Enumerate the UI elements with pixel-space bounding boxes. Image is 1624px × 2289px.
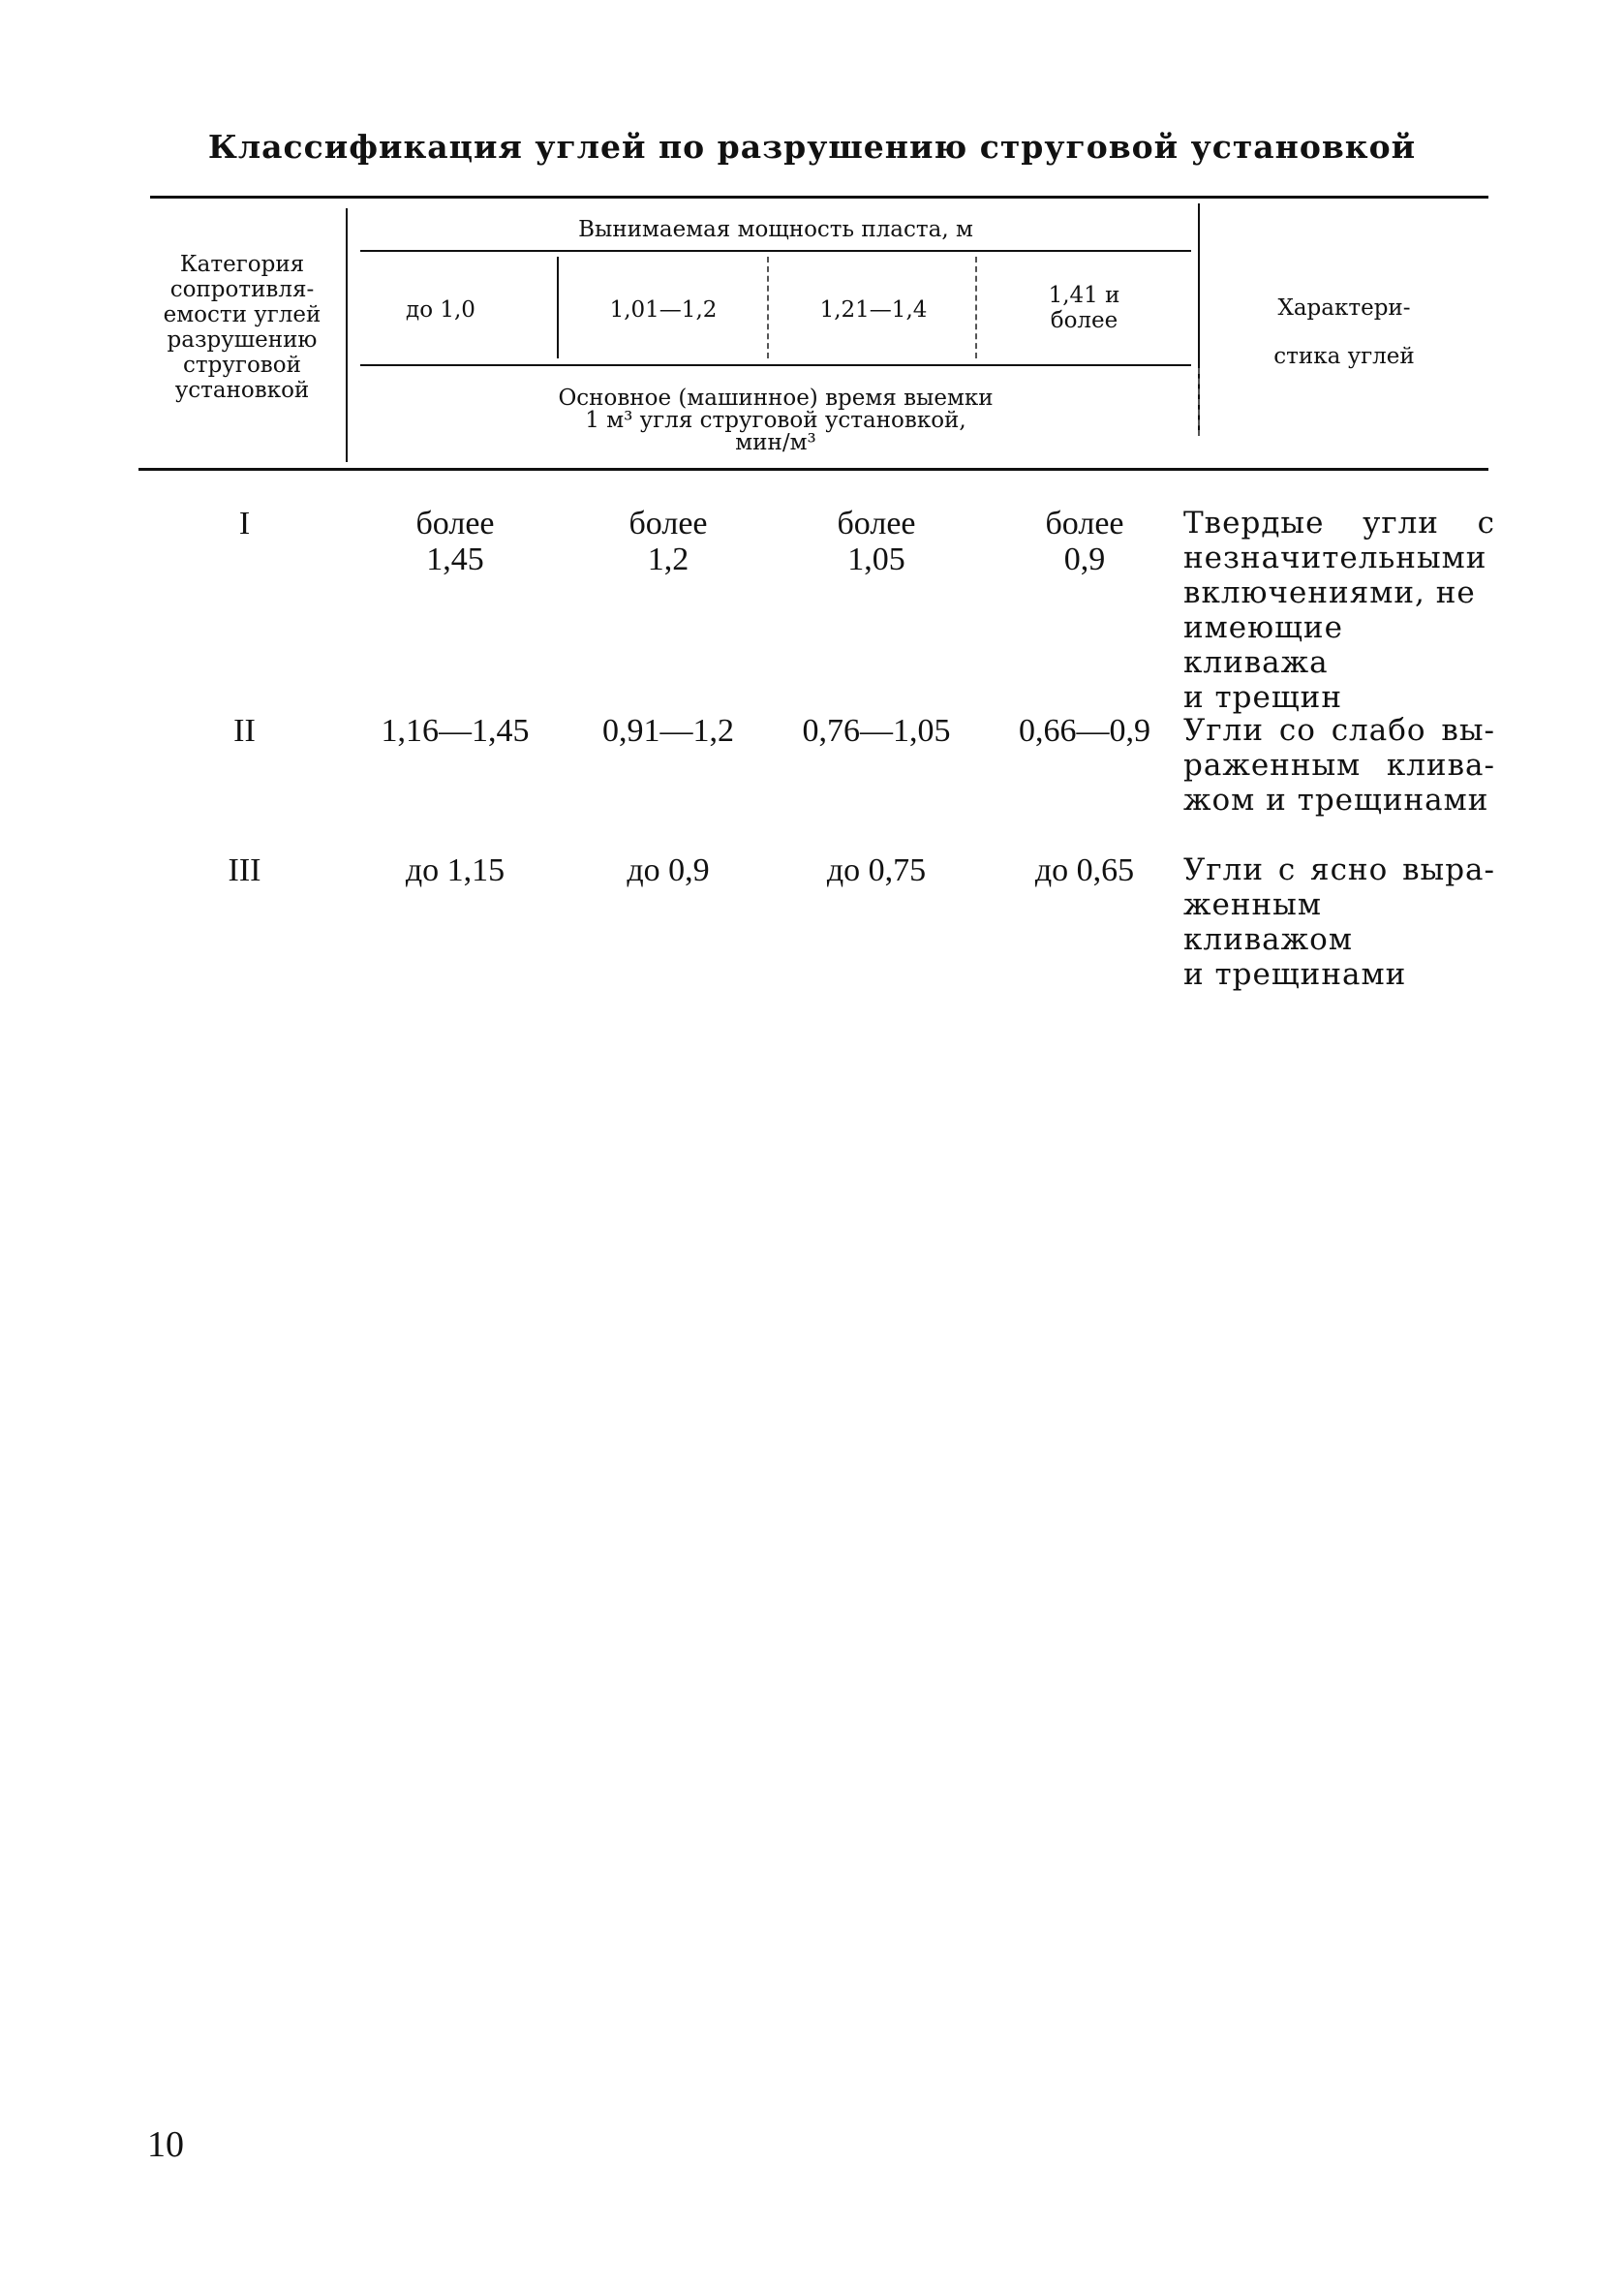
thickness-col-divider-1 <box>557 257 559 358</box>
header-category-line: установкой <box>174 378 310 403</box>
header-thickness-col-3: 1,21—1,4 <box>819 297 928 323</box>
table-top-rule <box>150 196 1488 199</box>
row-value-line: более <box>628 506 708 541</box>
row-value-col-2: 0,91—1,2 <box>602 713 734 749</box>
thickness-cols-rule <box>360 364 1191 366</box>
row-value-col-2 <box>581 506 755 577</box>
row-category: III <box>228 852 261 888</box>
row-value-line: 1,45 <box>426 541 484 577</box>
row-category: II <box>233 713 256 749</box>
row-characteristic-line: Угли с ясно выра- <box>1183 852 1495 887</box>
row-characteristic-line: незначительными <box>1183 541 1487 575</box>
row-characteristic-line: жом и трещинами <box>1183 783 1489 818</box>
row-value-line: более <box>415 506 495 541</box>
header-bottom-rule <box>138 468 1488 471</box>
header-time-line: 1 м³ угля струговой установкой, <box>585 408 966 433</box>
row-characteristic-line: раженным клива- <box>1183 748 1495 783</box>
page-number: 10 <box>147 2124 184 2165</box>
header-time-line: мин/м³ <box>735 430 816 455</box>
header-characteristic-line: стика углей <box>1273 344 1415 369</box>
row-category: I <box>238 506 251 541</box>
thickness-col-divider-3 <box>975 257 977 358</box>
header-thickness-col-4-line: более <box>1050 308 1118 333</box>
header-thickness-col-2: 1,01—1,2 <box>609 297 718 323</box>
row-value-line: 1,05 <box>847 541 905 577</box>
header-category <box>136 252 349 403</box>
header-category-line: емости углей <box>163 302 322 327</box>
row-value-col-1: до 1,15 <box>405 852 506 888</box>
characteristic-column-divider-dashed <box>1198 368 1200 436</box>
row-value-line: 0,9 <box>1063 541 1106 577</box>
row-value-col-3: до 0,75 <box>826 852 927 888</box>
row-characteristic <box>1183 506 1495 715</box>
row-value-col-4 <box>997 506 1172 577</box>
row-characteristic <box>1183 713 1495 818</box>
header-thickness-col-4-line: 1,41 и <box>1048 283 1120 308</box>
header-category-line: струговой <box>183 353 301 378</box>
row-value-col-4: до 0,65 <box>1034 852 1135 888</box>
thickness-col-divider-2 <box>767 257 769 358</box>
row-value-col-3: 0,76—1,05 <box>802 713 951 749</box>
header-time-line: Основное (машинное) время выемки <box>558 386 994 411</box>
row-value-col-1: 1,16—1,45 <box>381 713 530 749</box>
row-characteristic-line: женным кливажом <box>1183 887 1353 957</box>
header-characteristic <box>1209 295 1480 369</box>
row-value-col-2: до 0,9 <box>627 852 710 888</box>
row-characteristic <box>1183 852 1495 992</box>
header-category-line: сопротивля- <box>169 277 315 302</box>
page-title: Классификация углей по разрушению струговой установкой <box>207 128 1417 166</box>
row-value-col-1 <box>368 506 542 577</box>
row-value-line: более <box>837 506 916 541</box>
header-characteristic-line: Характери- <box>1277 295 1411 321</box>
row-value-line: 1,2 <box>647 541 689 577</box>
row-characteristic-line: и трещинами <box>1183 957 1407 992</box>
header-category-line: Категория <box>179 252 305 277</box>
row-characteristic-line: Угли со слабо вы- <box>1183 713 1495 748</box>
row-characteristic-line: включениями, не <box>1183 575 1476 610</box>
header-time-title <box>360 387 1191 454</box>
header-thickness-col-1: до 1,0 <box>406 297 475 323</box>
thickness-title-rule <box>360 250 1191 252</box>
header-category-line: разрушению <box>167 327 318 353</box>
row-characteristic-line: имеющие кливажа <box>1183 610 1343 680</box>
header-thickness-title: Вынимаемая мощность пласта, м <box>578 217 973 242</box>
row-value-line: более <box>1045 506 1124 541</box>
row-characteristic-line: Твердые угли с <box>1183 506 1495 541</box>
row-characteristic-line: и трещин <box>1183 680 1342 715</box>
row-value-col-3 <box>789 506 964 577</box>
header-thickness-col-4 <box>980 283 1188 333</box>
row-value-col-4: 0,66—0,9 <box>1019 713 1150 749</box>
